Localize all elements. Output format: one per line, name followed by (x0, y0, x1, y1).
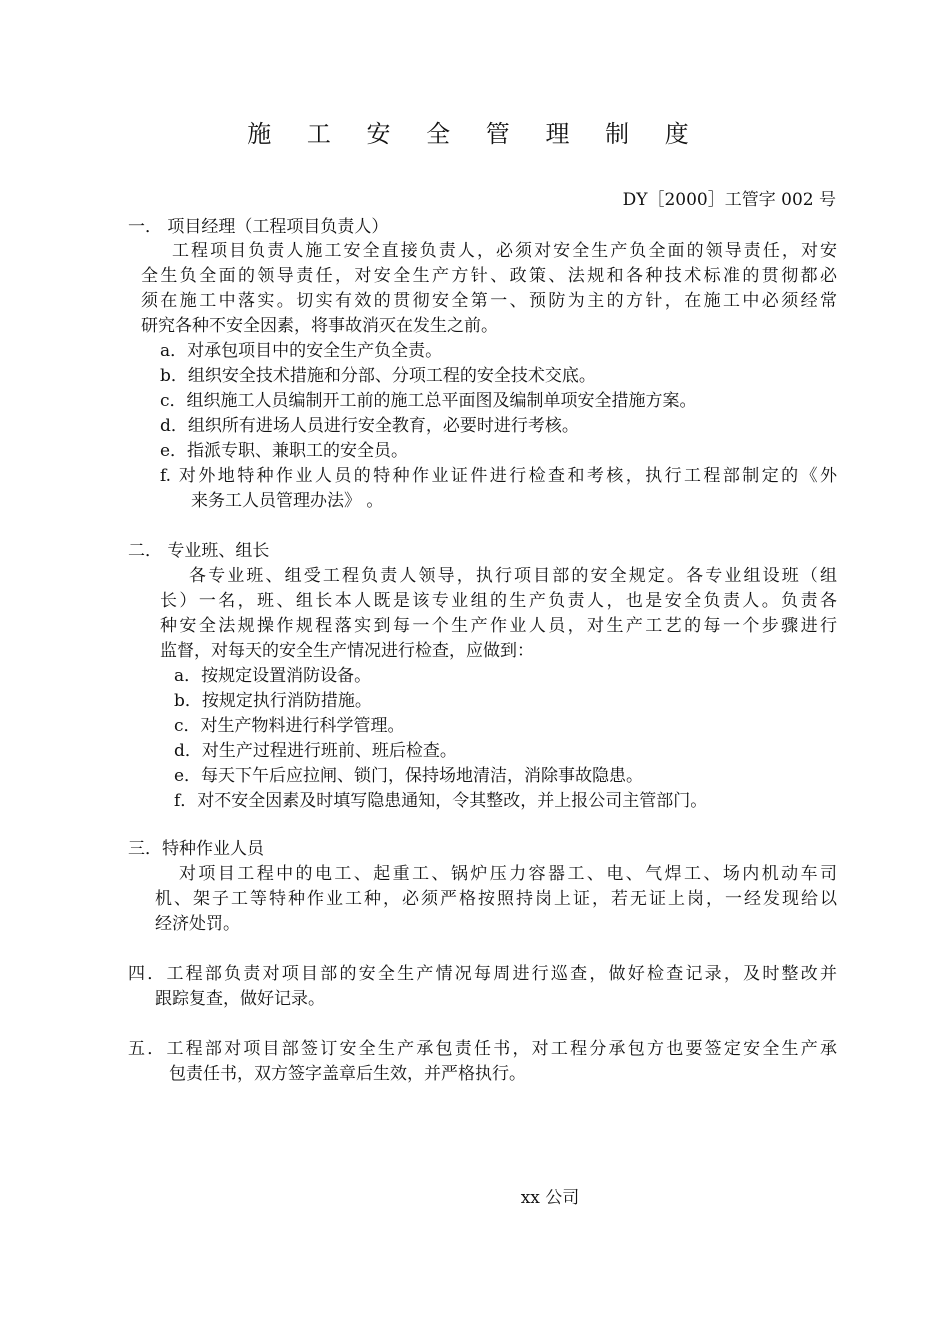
list-item: e．指派专职、兼职工的安全员。 (160, 441, 409, 461)
list-item: c．对生产物料进行科学管理。 (174, 716, 405, 736)
company-signature: xx 公司 (520, 1188, 580, 1208)
list-item-continuation: 来务工人员管理办法》 。 (191, 491, 384, 511)
list-item: b．按规定执行消防措施。 (174, 691, 372, 711)
section-paragraph: 四．工程部负责对项目部的安全生产情况每周进行巡查，做好检查记录，及时整改并 (128, 964, 837, 984)
list-item: d．对生产过程进行班前、班后检查。 (174, 741, 457, 761)
paragraph-line: 全生负全面的领导责任，对安全生产方针、政策、法规和各种技术标准的贯彻都必 (141, 266, 837, 286)
list-item: c．组织施工人员编制开工前的施工总平面图及编制单项安全措施方案。 (160, 391, 697, 411)
paragraph-line: 须在施工中落实。切实有效的贯彻安全第一、预防为主的方针，在施工中必须经常 (141, 291, 837, 311)
section-heading: 三．特种作业人员 (128, 839, 264, 859)
list-item: a．按规定设置消防设备。 (174, 666, 372, 686)
paragraph-line: 机、架子工等特种作业工种，必须严格按照持岗上证，若无证上岗，一经发现给以 (155, 889, 837, 909)
paragraph-line: 监督，对每天的安全生产情况进行检查，应做到： (160, 641, 534, 661)
paragraph-line: 经济处罚。 (155, 914, 240, 934)
page-title: 施 工 安 全 管 理 制 度 (247, 120, 703, 148)
paragraph-line: 种安全法规操作规程落实到每一个生产作业人员，对生产工艺的每一个步骤进行 (160, 616, 837, 636)
paragraph-line: 各专业班、组受工程负责人领导，执行项目部的安全规定。各专业组设班（组 (189, 566, 837, 586)
list-item: b．组织安全技术措施和分部、分项工程的安全技术交底。 (160, 366, 596, 386)
paragraph-line: 对项目工程中的电工、起重工、锅炉压力容器工、电、气焊工、场内机动车司 (179, 864, 837, 884)
list-item: f. 对外地特种作业人员的特种作业证件进行检查和考核，执行工程部制定的《外 (160, 466, 837, 486)
document-number: DY［2000］工管字 002 号 (622, 190, 836, 210)
paragraph-line: 研究各种不安全因素，将事故消灭在发生之前。 (141, 316, 498, 336)
list-item: e．每天下午后应拉闸、锁门，保持场地清洁，消除事故隐患。 (174, 766, 644, 786)
section-paragraph: 跟踪复查，做好记录。 (155, 989, 325, 1009)
section-heading: 一． 项目经理（工程项目负责人） (128, 217, 389, 237)
section-paragraph: 包责任书，双方签字盖章后生效，并严格执行。 (169, 1064, 526, 1084)
section-heading: 二． 专业班、组长 (128, 541, 270, 561)
list-item: a．对承包项目中的安全生产负全责。 (160, 341, 443, 361)
list-item: d．组织所有进场人员进行安全教育，必要时进行考核。 (160, 416, 579, 436)
paragraph-line: 长）一名，班、组长本人既是该专业组的生产负责人，也是安全负责人。负责各 (160, 591, 837, 611)
list-item: f．对不安全因素及时填写隐患通知，令其整改，并上报公司主管部门。 (174, 791, 708, 811)
section-paragraph: 五．工程部对项目部签订安全生产承包责任书，对工程分承包方也要签定安全生产承 (128, 1039, 837, 1059)
paragraph-line: 工程项目负责人施工安全直接负责人，必须对安全生产负全面的领导责任，对安 (172, 241, 837, 261)
